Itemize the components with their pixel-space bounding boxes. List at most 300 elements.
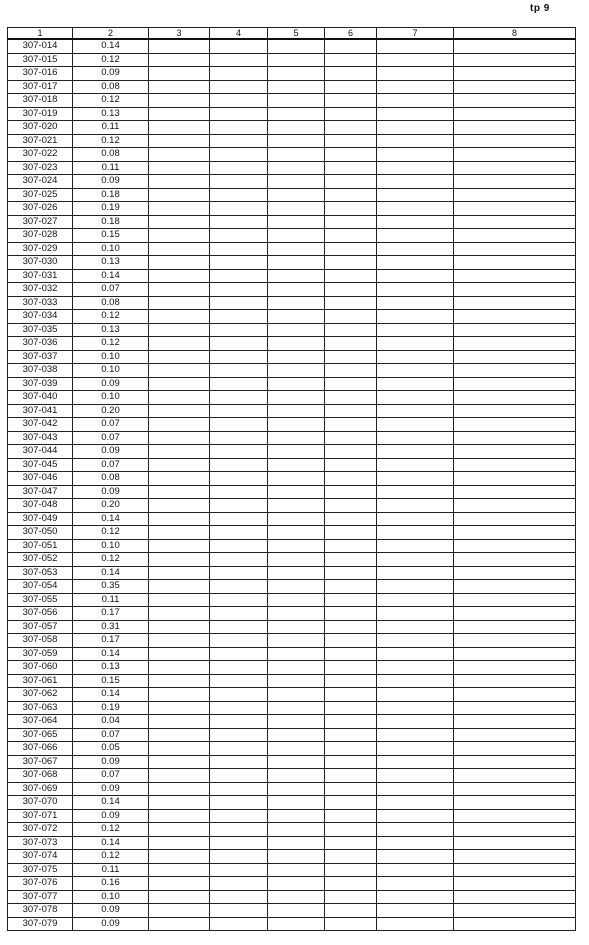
table-row — [8, 539, 576, 553]
row-code: 307-063 — [8, 701, 73, 715]
empty-cell — [454, 283, 576, 297]
row-value: 0.09 — [73, 175, 149, 189]
row-code: 307-076 — [8, 877, 73, 891]
empty-cell — [454, 674, 576, 688]
row-value: 0.12 — [73, 94, 149, 108]
empty-cell — [149, 472, 210, 486]
empty-cell — [210, 418, 268, 432]
empty-cell — [454, 39, 576, 53]
empty-cell — [149, 256, 210, 270]
row-code: 307-062 — [8, 688, 73, 702]
empty-cell — [149, 458, 210, 472]
empty-cell — [454, 539, 576, 553]
empty-cell — [454, 215, 576, 229]
row-code: 307-054 — [8, 580, 73, 594]
empty-cell — [454, 499, 576, 513]
table-row — [8, 688, 576, 702]
row-value: 0.35 — [73, 580, 149, 594]
empty-cell — [454, 67, 576, 81]
table-row — [8, 863, 576, 877]
empty-cell — [454, 742, 576, 756]
empty-cell — [325, 472, 377, 486]
row-value: 0.18 — [73, 188, 149, 202]
column-header: 5 — [268, 28, 325, 40]
empty-cell — [454, 188, 576, 202]
row-value: 0.09 — [73, 445, 149, 459]
empty-cell — [210, 728, 268, 742]
row-code: 307-050 — [8, 526, 73, 540]
row-value: 0.10 — [73, 242, 149, 256]
empty-cell — [210, 742, 268, 756]
row-code: 307-036 — [8, 337, 73, 351]
table-row — [8, 904, 576, 918]
table-row — [8, 391, 576, 405]
empty-cell — [454, 337, 576, 351]
empty-cell — [377, 769, 454, 783]
row-value: 0.14 — [73, 269, 149, 283]
table-row — [8, 350, 576, 364]
empty-cell — [210, 431, 268, 445]
row-code: 307-067 — [8, 755, 73, 769]
empty-cell — [325, 337, 377, 351]
row-value: 0.11 — [73, 121, 149, 135]
row-code: 307-074 — [8, 850, 73, 864]
empty-cell — [149, 310, 210, 324]
empty-cell — [325, 755, 377, 769]
row-code: 307-034 — [8, 310, 73, 324]
empty-cell — [454, 701, 576, 715]
empty-cell — [149, 566, 210, 580]
row-code: 307-039 — [8, 377, 73, 391]
empty-cell — [149, 391, 210, 405]
empty-cell — [325, 418, 377, 432]
row-value: 0.11 — [73, 593, 149, 607]
empty-cell — [325, 863, 377, 877]
empty-cell — [268, 458, 325, 472]
row-value: 0.08 — [73, 148, 149, 162]
table-row — [8, 917, 576, 931]
empty-cell — [268, 445, 325, 459]
empty-cell — [325, 553, 377, 567]
row-value: 0.14 — [73, 836, 149, 850]
empty-cell — [325, 377, 377, 391]
empty-cell — [149, 67, 210, 81]
empty-cell — [210, 647, 268, 661]
empty-cell — [454, 310, 576, 324]
empty-cell — [149, 431, 210, 445]
empty-cell — [454, 296, 576, 310]
row-value: 0.14 — [73, 39, 149, 53]
empty-cell — [377, 364, 454, 378]
column-header: 2 — [73, 28, 149, 40]
row-value: 0.08 — [73, 80, 149, 94]
empty-cell — [268, 161, 325, 175]
column-header: 3 — [149, 28, 210, 40]
table-row — [8, 296, 576, 310]
row-code: 307-071 — [8, 809, 73, 823]
empty-cell — [268, 728, 325, 742]
empty-cell — [149, 229, 210, 243]
empty-cell — [149, 782, 210, 796]
empty-cell — [268, 796, 325, 810]
empty-cell — [454, 121, 576, 135]
empty-cell — [325, 107, 377, 121]
empty-cell — [325, 526, 377, 540]
empty-cell — [149, 742, 210, 756]
empty-cell — [377, 823, 454, 837]
empty-cell — [268, 742, 325, 756]
empty-cell — [377, 229, 454, 243]
column-header: 4 — [210, 28, 268, 40]
empty-cell — [149, 323, 210, 337]
empty-cell — [325, 350, 377, 364]
empty-cell — [210, 634, 268, 648]
empty-cell — [149, 715, 210, 729]
row-code: 307-021 — [8, 134, 73, 148]
empty-cell — [210, 39, 268, 53]
empty-cell — [325, 539, 377, 553]
empty-cell — [454, 836, 576, 850]
empty-cell — [325, 53, 377, 67]
empty-cell — [377, 499, 454, 513]
column-header: 6 — [325, 28, 377, 40]
empty-cell — [210, 593, 268, 607]
empty-cell — [210, 580, 268, 594]
empty-cell — [149, 512, 210, 526]
empty-cell — [377, 175, 454, 189]
empty-cell — [268, 188, 325, 202]
empty-cell — [268, 269, 325, 283]
empty-cell — [210, 661, 268, 675]
empty-cell — [377, 148, 454, 162]
empty-cell — [149, 836, 210, 850]
empty-cell — [268, 755, 325, 769]
empty-cell — [149, 661, 210, 675]
table-row — [8, 337, 576, 351]
table-row — [8, 269, 576, 283]
empty-cell — [210, 877, 268, 891]
row-code: 307-037 — [8, 350, 73, 364]
empty-cell — [149, 39, 210, 53]
empty-cell — [454, 647, 576, 661]
empty-cell — [210, 445, 268, 459]
empty-cell — [454, 445, 576, 459]
row-value: 0.12 — [73, 53, 149, 67]
empty-cell — [325, 512, 377, 526]
empty-cell — [377, 121, 454, 135]
table-row — [8, 526, 576, 540]
empty-cell — [210, 188, 268, 202]
empty-cell — [210, 917, 268, 931]
empty-cell — [268, 850, 325, 864]
table-row — [8, 94, 576, 108]
empty-cell — [454, 175, 576, 189]
empty-cell — [149, 917, 210, 931]
empty-cell — [377, 863, 454, 877]
empty-cell — [454, 728, 576, 742]
table-row — [8, 661, 576, 675]
row-value: 0.08 — [73, 296, 149, 310]
table-row — [8, 782, 576, 796]
data-table — [7, 27, 576, 931]
empty-cell — [325, 202, 377, 216]
row-code: 307-025 — [8, 188, 73, 202]
empty-cell — [325, 647, 377, 661]
empty-cell — [325, 310, 377, 324]
empty-cell — [325, 566, 377, 580]
empty-cell — [325, 620, 377, 634]
empty-cell — [210, 229, 268, 243]
table-row — [8, 647, 576, 661]
empty-cell — [454, 755, 576, 769]
empty-cell — [377, 67, 454, 81]
empty-cell — [325, 80, 377, 94]
row-code: 307-022 — [8, 148, 73, 162]
empty-cell — [268, 377, 325, 391]
empty-cell — [454, 202, 576, 216]
empty-cell — [149, 593, 210, 607]
empty-cell — [325, 742, 377, 756]
row-code: 307-078 — [8, 904, 73, 918]
empty-cell — [268, 53, 325, 67]
empty-cell — [268, 607, 325, 621]
empty-cell — [210, 512, 268, 526]
empty-cell — [268, 580, 325, 594]
empty-cell — [377, 418, 454, 432]
row-code: 307-020 — [8, 121, 73, 135]
empty-cell — [454, 53, 576, 67]
empty-cell — [268, 175, 325, 189]
row-value: 0.10 — [73, 890, 149, 904]
empty-cell — [268, 688, 325, 702]
empty-cell — [325, 850, 377, 864]
row-value: 0.19 — [73, 701, 149, 715]
empty-cell — [210, 215, 268, 229]
empty-cell — [377, 80, 454, 94]
row-value: 0.12 — [73, 526, 149, 540]
empty-cell — [268, 499, 325, 513]
table-row — [8, 836, 576, 850]
empty-cell — [149, 634, 210, 648]
empty-cell — [454, 512, 576, 526]
row-code: 307-038 — [8, 364, 73, 378]
table-row — [8, 283, 576, 297]
empty-cell — [210, 809, 268, 823]
empty-cell — [454, 148, 576, 162]
empty-cell — [454, 107, 576, 121]
empty-cell — [268, 485, 325, 499]
table-row — [8, 445, 576, 459]
empty-cell — [149, 890, 210, 904]
empty-cell — [268, 296, 325, 310]
empty-cell — [210, 755, 268, 769]
empty-cell — [268, 94, 325, 108]
empty-cell — [325, 593, 377, 607]
empty-cell — [325, 161, 377, 175]
row-value: 0.20 — [73, 404, 149, 418]
row-code: 307-051 — [8, 539, 73, 553]
row-value: 0.13 — [73, 256, 149, 270]
row-value: 0.05 — [73, 742, 149, 756]
empty-cell — [268, 418, 325, 432]
empty-cell — [149, 539, 210, 553]
row-code: 307-048 — [8, 499, 73, 513]
table-row — [8, 877, 576, 891]
table-row — [8, 148, 576, 162]
empty-cell — [325, 134, 377, 148]
empty-cell — [210, 796, 268, 810]
row-code: 307-073 — [8, 836, 73, 850]
empty-cell — [268, 539, 325, 553]
empty-cell — [210, 553, 268, 567]
row-code: 307-070 — [8, 796, 73, 810]
empty-cell — [325, 877, 377, 891]
table-row — [8, 823, 576, 837]
empty-cell — [377, 283, 454, 297]
column-header: 8 — [454, 28, 576, 40]
empty-cell — [149, 80, 210, 94]
empty-cell — [268, 283, 325, 297]
empty-cell — [377, 593, 454, 607]
empty-cell — [268, 148, 325, 162]
row-value: 0.07 — [73, 418, 149, 432]
empty-cell — [210, 782, 268, 796]
empty-cell — [325, 39, 377, 53]
row-code: 307-055 — [8, 593, 73, 607]
table-row — [8, 634, 576, 648]
empty-cell — [268, 80, 325, 94]
empty-cell — [454, 620, 576, 634]
empty-cell — [454, 458, 576, 472]
row-code: 307-075 — [8, 863, 73, 877]
empty-cell — [325, 215, 377, 229]
table-row — [8, 39, 576, 53]
empty-cell — [210, 499, 268, 513]
empty-cell — [325, 485, 377, 499]
row-value: 0.10 — [73, 391, 149, 405]
empty-cell — [268, 674, 325, 688]
empty-cell — [325, 499, 377, 513]
empty-cell — [149, 296, 210, 310]
empty-cell — [325, 728, 377, 742]
row-code: 307-016 — [8, 67, 73, 81]
empty-cell — [210, 472, 268, 486]
column-header: 1 — [8, 28, 73, 40]
empty-cell — [149, 445, 210, 459]
row-code: 307-035 — [8, 323, 73, 337]
empty-cell — [377, 242, 454, 256]
empty-cell — [325, 836, 377, 850]
empty-cell — [149, 688, 210, 702]
empty-cell — [210, 404, 268, 418]
row-code: 307-041 — [8, 404, 73, 418]
empty-cell — [325, 458, 377, 472]
empty-cell — [454, 809, 576, 823]
empty-cell — [268, 431, 325, 445]
empty-cell — [454, 377, 576, 391]
empty-cell — [325, 701, 377, 715]
empty-cell — [377, 755, 454, 769]
row-value: 0.18 — [73, 215, 149, 229]
empty-cell — [454, 553, 576, 567]
table-row — [8, 701, 576, 715]
empty-cell — [268, 634, 325, 648]
empty-cell — [268, 661, 325, 675]
empty-cell — [377, 566, 454, 580]
empty-cell — [377, 404, 454, 418]
table-row — [8, 796, 576, 810]
empty-cell — [325, 769, 377, 783]
table-body — [8, 39, 576, 931]
empty-cell — [325, 391, 377, 405]
empty-cell — [149, 283, 210, 297]
empty-cell — [325, 715, 377, 729]
row-code: 307-049 — [8, 512, 73, 526]
table-row — [8, 769, 576, 783]
empty-cell — [454, 782, 576, 796]
row-code: 307-014 — [8, 39, 73, 53]
empty-cell — [325, 242, 377, 256]
empty-cell — [325, 188, 377, 202]
table-row — [8, 512, 576, 526]
empty-cell — [268, 823, 325, 837]
empty-cell — [454, 661, 576, 675]
empty-cell — [325, 94, 377, 108]
row-code: 307-059 — [8, 647, 73, 661]
empty-cell — [377, 728, 454, 742]
row-value: 0.20 — [73, 499, 149, 513]
row-code: 307-066 — [8, 742, 73, 756]
table-row — [8, 715, 576, 729]
table-row — [8, 431, 576, 445]
row-value: 0.04 — [73, 715, 149, 729]
empty-cell — [325, 445, 377, 459]
empty-cell — [454, 229, 576, 243]
empty-cell — [454, 404, 576, 418]
empty-cell — [210, 688, 268, 702]
row-code: 307-026 — [8, 202, 73, 216]
empty-cell — [377, 94, 454, 108]
empty-cell — [454, 350, 576, 364]
empty-cell — [325, 782, 377, 796]
empty-cell — [325, 607, 377, 621]
empty-cell — [210, 107, 268, 121]
row-code: 307-042 — [8, 418, 73, 432]
empty-cell — [149, 188, 210, 202]
empty-cell — [454, 715, 576, 729]
empty-cell — [210, 701, 268, 715]
empty-cell — [149, 728, 210, 742]
empty-cell — [377, 904, 454, 918]
row-value: 0.14 — [73, 512, 149, 526]
empty-cell — [377, 39, 454, 53]
empty-cell — [325, 823, 377, 837]
empty-cell — [149, 215, 210, 229]
row-code: 307-023 — [8, 161, 73, 175]
empty-cell — [210, 890, 268, 904]
row-value: 0.11 — [73, 161, 149, 175]
empty-cell — [210, 80, 268, 94]
row-code: 307-047 — [8, 485, 73, 499]
empty-cell — [377, 215, 454, 229]
empty-cell — [268, 472, 325, 486]
empty-cell — [377, 836, 454, 850]
empty-cell — [454, 161, 576, 175]
empty-cell — [210, 458, 268, 472]
empty-cell — [149, 377, 210, 391]
row-code: 307-068 — [8, 769, 73, 783]
header-row — [8, 28, 576, 40]
